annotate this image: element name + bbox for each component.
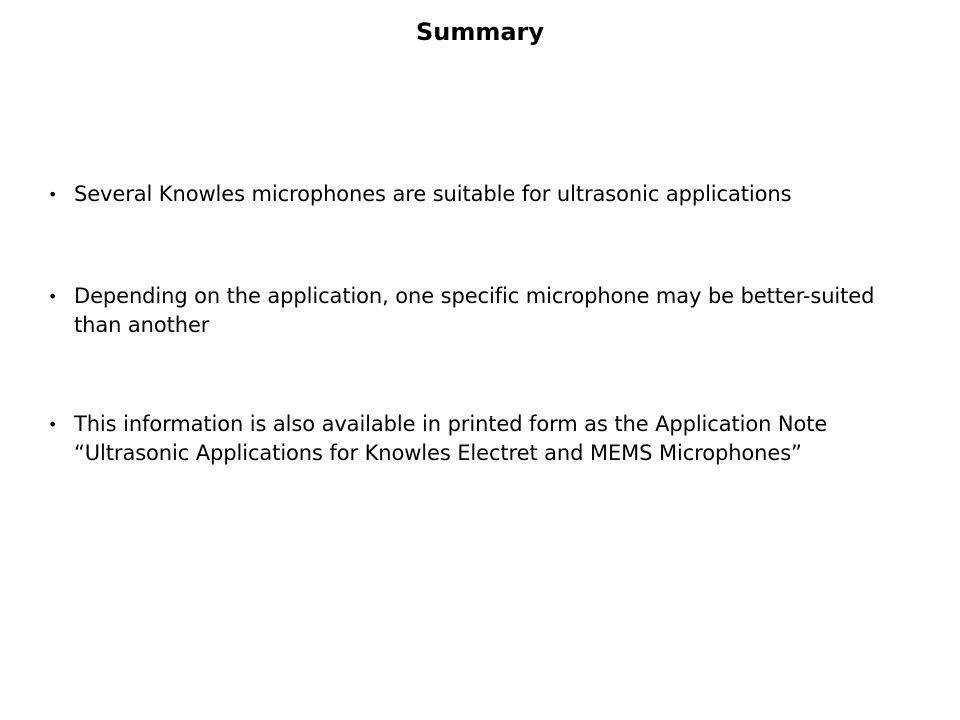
- bullet-dot-icon: •: [48, 415, 58, 434]
- slide-title: Summary: [415, 18, 545, 46]
- bullet-item: [48, 282, 918, 340]
- bullet-dot-icon: •: [48, 287, 58, 306]
- bullet-text: Depending on the application, one specific microphone may be better-suited than another: [74, 284, 875, 337]
- bullet-item: [48, 180, 918, 209]
- bullet-dot-icon: •: [48, 185, 58, 204]
- bullet-text: Several Knowles microphones are suitable for ultrasonic applications: [74, 182, 792, 206]
- bullet-item: [48, 410, 918, 468]
- bullet-text: This information is also available in printed form as the Application Note “Ultrasonic Applications for Knowles Electret and MEMS Microphones”: [74, 412, 828, 465]
